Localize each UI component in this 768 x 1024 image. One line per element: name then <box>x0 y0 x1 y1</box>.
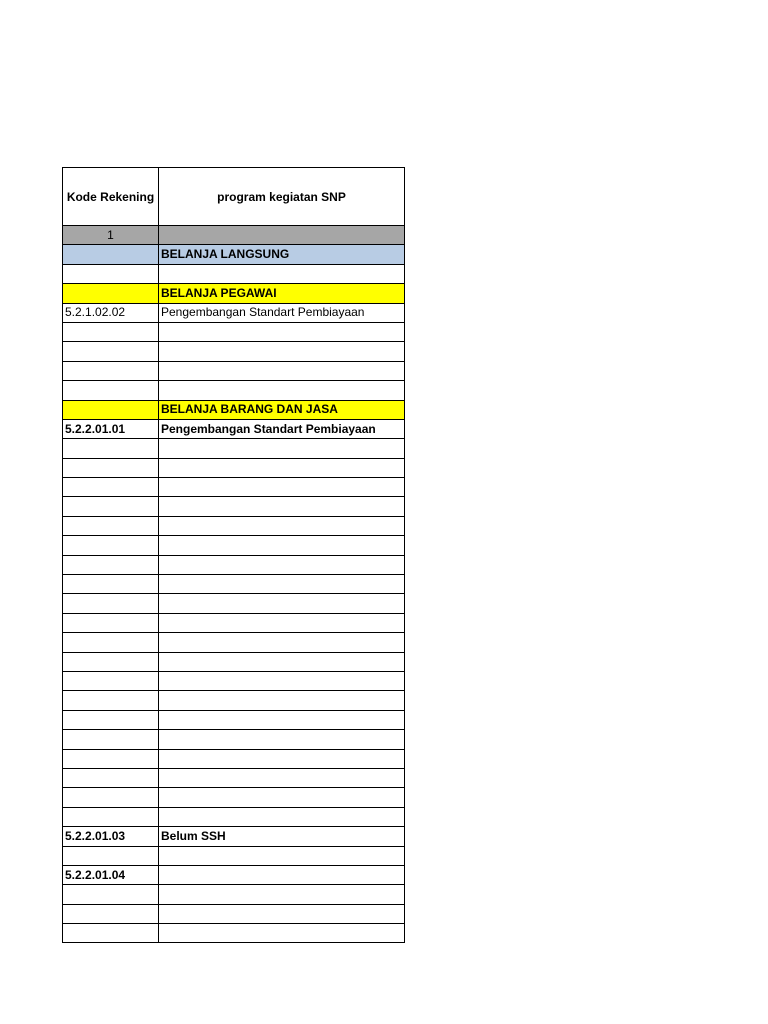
cell-kode-rekening[interactable] <box>63 730 159 749</box>
cell-kode-rekening[interactable] <box>63 322 159 341</box>
cell-kode-rekening[interactable]: 5.2.2.01.01 <box>63 419 159 438</box>
cell-program-kegiatan[interactable] <box>159 730 405 749</box>
table-row <box>63 342 405 361</box>
cell-program-kegiatan[interactable] <box>159 264 405 283</box>
cell-kode-rekening[interactable] <box>63 633 159 652</box>
cell-kode-rekening[interactable] <box>63 400 159 419</box>
cell-kode-rekening[interactable] <box>63 885 159 904</box>
table-row <box>63 516 405 535</box>
cell-kode-rekening[interactable] <box>63 439 159 458</box>
cell-kode-rekening[interactable] <box>63 652 159 671</box>
spreadsheet-table <box>62 167 405 943</box>
table-row <box>63 788 405 807</box>
cell-program-kegiatan[interactable] <box>159 342 405 361</box>
table-row <box>63 904 405 923</box>
header-row <box>63 168 405 226</box>
cell-program-kegiatan[interactable]: BELANJA LANGSUNG <box>159 245 405 264</box>
cell-program-kegiatan[interactable] <box>159 497 405 516</box>
cell-program-kegiatan[interactable] <box>159 904 405 923</box>
cell-kode-rekening[interactable] <box>63 361 159 380</box>
cell-program-kegiatan[interactable] <box>159 361 405 380</box>
cell-kode-rekening[interactable] <box>63 671 159 690</box>
cell-kode-rekening[interactable] <box>63 846 159 865</box>
cell-program-kegiatan[interactable] <box>159 768 405 787</box>
cell-program-kegiatan[interactable] <box>159 710 405 729</box>
table-row <box>63 865 405 884</box>
table-row <box>63 381 405 400</box>
table-row <box>63 594 405 613</box>
table-row <box>63 264 405 283</box>
table-row <box>63 613 405 632</box>
table-row <box>63 730 405 749</box>
cell-program-kegiatan[interactable] <box>159 652 405 671</box>
cell-kode-rekening[interactable] <box>63 575 159 594</box>
cell-program-kegiatan[interactable]: BELANJA PEGAWAI <box>159 284 405 303</box>
table-row <box>63 575 405 594</box>
cell-kode-rekening[interactable]: 5.2.2.01.03 <box>63 827 159 846</box>
cell-kode-rekening[interactable]: 1 <box>63 226 159 245</box>
table-body <box>63 226 405 943</box>
cell-kode-rekening[interactable]: 5.2.1.02.02 <box>63 303 159 322</box>
cell-program-kegiatan[interactable] <box>159 226 405 245</box>
cell-program-kegiatan[interactable] <box>159 322 405 341</box>
cell-kode-rekening[interactable] <box>63 691 159 710</box>
table-row <box>63 322 405 341</box>
table-row <box>63 458 405 477</box>
cell-program-kegiatan[interactable] <box>159 885 405 904</box>
table-row <box>63 807 405 826</box>
cell-kode-rekening[interactable] <box>63 478 159 497</box>
cell-program-kegiatan[interactable]: BELANJA BARANG DAN JASA <box>159 400 405 419</box>
cell-kode-rekening[interactable] <box>63 904 159 923</box>
cell-program-kegiatan[interactable] <box>159 924 405 943</box>
table-row <box>63 633 405 652</box>
table-row <box>63 439 405 458</box>
table-row <box>63 284 405 303</box>
cell-kode-rekening[interactable] <box>63 768 159 787</box>
cell-kode-rekening[interactable] <box>63 458 159 477</box>
cell-kode-rekening[interactable] <box>63 342 159 361</box>
table-row <box>63 827 405 846</box>
cell-kode-rekening[interactable]: 5.2.2.01.04 <box>63 865 159 884</box>
cell-kode-rekening[interactable] <box>63 710 159 729</box>
table-row <box>63 555 405 574</box>
cell-kode-rekening[interactable] <box>63 536 159 555</box>
table-row <box>63 885 405 904</box>
cell-program-kegiatan[interactable] <box>159 458 405 477</box>
table-row <box>63 536 405 555</box>
cell-kode-rekening[interactable] <box>63 264 159 283</box>
cell-program-kegiatan[interactable] <box>159 807 405 826</box>
table-row <box>63 671 405 690</box>
table-row <box>63 419 405 438</box>
cell-kode-rekening[interactable] <box>63 284 159 303</box>
cell-program-kegiatan[interactable] <box>159 788 405 807</box>
table-row <box>63 691 405 710</box>
table-row <box>63 749 405 768</box>
cell-program-kegiatan[interactable]: Pengembangan Standart Pembiayaan <box>159 419 405 438</box>
table-row <box>63 846 405 865</box>
cell-program-kegiatan[interactable] <box>159 613 405 632</box>
table-row <box>63 924 405 943</box>
table-row <box>63 245 405 264</box>
cell-kode-rekening[interactable] <box>63 613 159 632</box>
table-row <box>63 652 405 671</box>
cell-program-kegiatan[interactable]: Pengembangan Standart Pembiayaan <box>159 303 405 322</box>
cell-program-kegiatan[interactable] <box>159 555 405 574</box>
cell-kode-rekening[interactable] <box>63 381 159 400</box>
cell-program-kegiatan[interactable] <box>159 594 405 613</box>
cell-kode-rekening[interactable] <box>63 807 159 826</box>
cell-program-kegiatan[interactable] <box>159 536 405 555</box>
cell-program-kegiatan[interactable] <box>159 865 405 884</box>
cell-kode-rekening[interactable] <box>63 555 159 574</box>
cell-kode-rekening[interactable] <box>63 497 159 516</box>
table-row <box>63 400 405 419</box>
header-kode-rekening[interactable]: Kode Rekening <box>63 168 159 226</box>
table-row <box>63 710 405 729</box>
table-row <box>63 303 405 322</box>
cell-program-kegiatan[interactable] <box>159 749 405 768</box>
cell-program-kegiatan[interactable] <box>159 575 405 594</box>
cell-program-kegiatan[interactable] <box>159 671 405 690</box>
table-row <box>63 768 405 787</box>
cell-program-kegiatan[interactable] <box>159 478 405 497</box>
cell-kode-rekening[interactable] <box>63 245 159 264</box>
cell-program-kegiatan[interactable]: Belum SSH <box>159 827 405 846</box>
cell-program-kegiatan[interactable] <box>159 633 405 652</box>
cell-program-kegiatan[interactable] <box>159 846 405 865</box>
cell-kode-rekening[interactable] <box>63 594 159 613</box>
cell-kode-rekening[interactable] <box>63 788 159 807</box>
table-row <box>63 478 405 497</box>
cell-program-kegiatan[interactable] <box>159 516 405 535</box>
cell-kode-rekening[interactable] <box>63 516 159 535</box>
table-row <box>63 226 405 245</box>
cell-kode-rekening[interactable] <box>63 924 159 943</box>
table-row <box>63 497 405 516</box>
cell-program-kegiatan[interactable] <box>159 439 405 458</box>
table-row <box>63 361 405 380</box>
cell-program-kegiatan[interactable] <box>159 381 405 400</box>
cell-program-kegiatan[interactable] <box>159 691 405 710</box>
cell-kode-rekening[interactable] <box>63 749 159 768</box>
header-program-kegiatan[interactable]: program kegiatan SNP <box>159 168 405 226</box>
